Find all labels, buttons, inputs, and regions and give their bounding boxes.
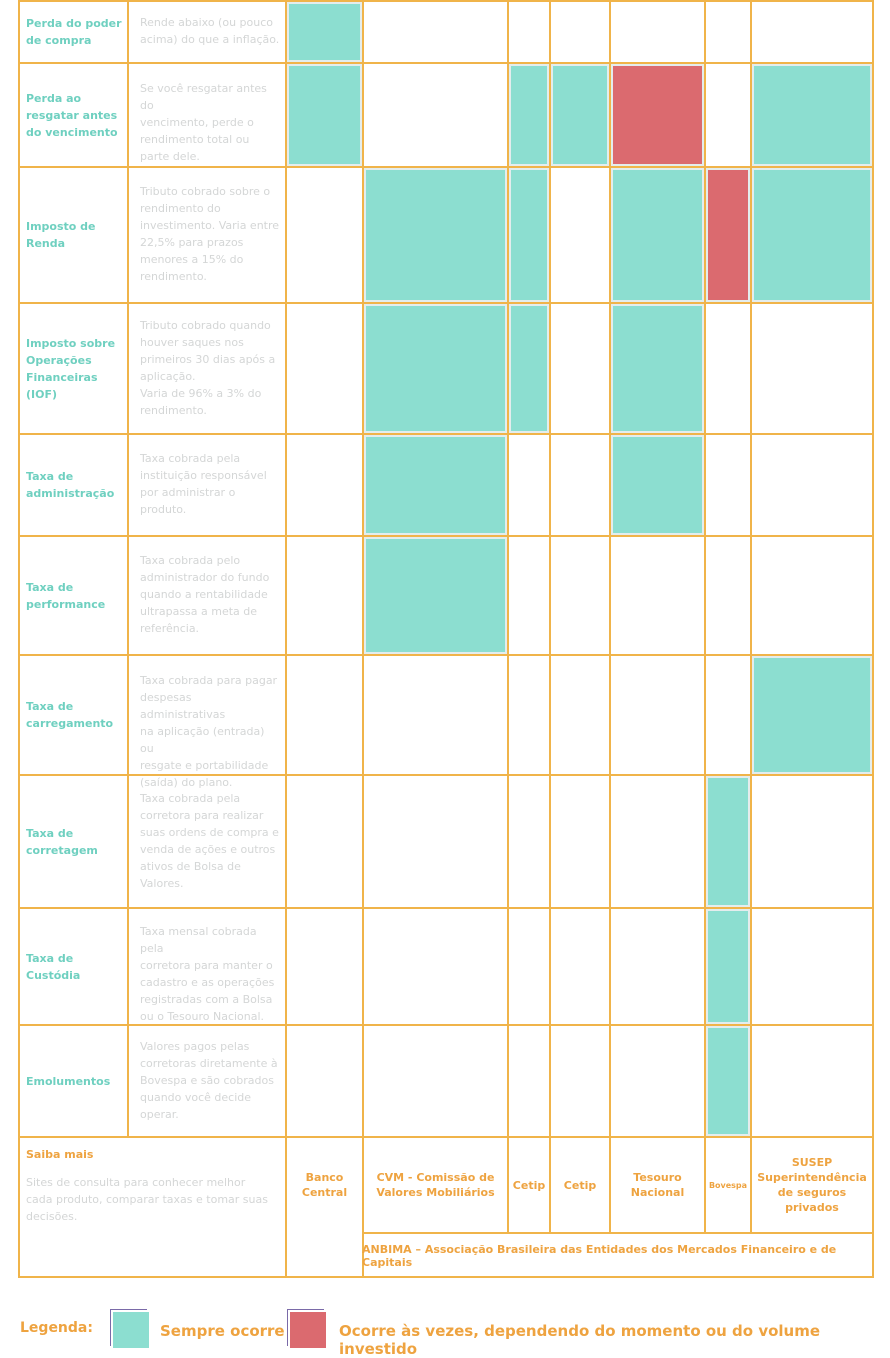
grid-cell [362, 0, 509, 64]
always-block [706, 776, 750, 907]
grid-cell [285, 302, 364, 435]
description-text: Rende abaixo (ou pouco acima) do que a inflação. [140, 16, 280, 46]
always-block [287, 64, 362, 166]
description-text: Taxa cobrada para pagar despesas administrativas na aplicação (entrada) ou resgate e portabilidade (saída) do plano. [140, 673, 278, 789]
always-block [752, 656, 872, 774]
grid-cell [285, 1024, 364, 1138]
grid-cell [507, 654, 551, 776]
organization-label: Bovespa [708, 1180, 748, 1190]
anbima-label: ANBIMA – Associação Brasileira das Entidades dos Mercados Financeiro e de Capitais [362, 1243, 837, 1269]
grid-cell [609, 0, 706, 64]
grid-cell [362, 1024, 509, 1138]
grid-cell [507, 907, 551, 1026]
grid-cell [704, 0, 752, 64]
always-block [752, 64, 872, 166]
description-text: Se você resgatar antes do vencimento, perde o rendimento total ou parte dele. [140, 82, 267, 163]
grid-cell [507, 433, 551, 537]
legend-always-swatch [113, 1312, 149, 1348]
grid-cell [507, 0, 551, 64]
always-block [509, 168, 549, 302]
grid-cell [609, 1024, 706, 1138]
always-block [752, 168, 872, 302]
grid-cell [549, 774, 611, 909]
always-block [611, 435, 704, 535]
organization-label: Cetip [512, 1178, 546, 1192]
grid-cell [285, 535, 364, 656]
description-text: Taxa cobrada pela corretora para realizar suas ordens de compra e venda de ações e outros ativos de Bolsa de Valores. [140, 791, 279, 890]
description-text: Valores pagos pelas corretoras diretamente à Bovespa e são cobrados quando você decide operar. [140, 1039, 278, 1121]
grid-cell [750, 907, 874, 1026]
description-text: Taxa cobrada pelo administrador do fundo quando a rentabilidade ultrapassa a meta de referência. [140, 554, 270, 635]
grid-cell [704, 535, 752, 656]
grid-cell [285, 166, 364, 304]
grid-cell [362, 774, 509, 909]
category-label: Taxa de corretagem [26, 826, 98, 857]
grid-cell [285, 654, 364, 776]
category-label: Perda ao resgatar antes do vencimento [26, 91, 118, 139]
grid-cell [549, 0, 611, 64]
always-block [706, 909, 750, 1024]
grid-cell [507, 774, 551, 909]
grid-cell [609, 774, 706, 909]
always-block [611, 168, 704, 302]
always-block [509, 304, 549, 433]
category-label: Emolumentos [26, 1074, 111, 1088]
grid-cell [704, 302, 752, 435]
grid-cell [704, 62, 752, 168]
always-block [611, 304, 704, 433]
category-label: Perda do poder de compra [26, 17, 122, 47]
category-label: Taxa de carregamento [26, 700, 114, 730]
grid-cell [750, 433, 874, 537]
always-block [364, 168, 507, 302]
sometimes-block [611, 64, 704, 166]
grid-cell [362, 654, 509, 776]
grid-cell [750, 535, 874, 656]
organization-label: CVM - Comissão de Valores Mobiliários [376, 1171, 495, 1199]
grid-cell [549, 1024, 611, 1138]
category-label: Imposto de Renda [26, 220, 96, 250]
grid-cell [750, 1024, 874, 1138]
always-block [364, 304, 507, 433]
grid-cell [704, 654, 752, 776]
grid-cell [609, 535, 706, 656]
always-block [706, 1026, 750, 1136]
legend-sometimes-text: Ocorre às vezes, dependendo do momento ou do volume investido [339, 1322, 821, 1358]
description-text: Tributo cobrado quando houver saques nos primeiros 30 dias após a aplicação. Varia de 96% a 3% do rendimento. [140, 318, 276, 417]
grid-cell [507, 535, 551, 656]
description-text: Tributo cobrado sobre o rendimento do investimento. Varia entre 22,5% para prazos menores a 15% do rendimento. [140, 185, 280, 283]
always-block [551, 64, 609, 166]
always-block [509, 64, 549, 166]
grid-cell [285, 433, 364, 537]
category-label: Taxa de performance [26, 580, 106, 611]
description-text: Taxa mensal cobrada pela corretora para manter o cadastro e as operações registradas com a Bolsa ou o Tesouro Nacional. [140, 925, 275, 1023]
always-block [364, 537, 507, 654]
grid-cell [549, 535, 611, 656]
grid-cell [750, 774, 874, 909]
grid-cell [549, 166, 611, 304]
grid-cell [549, 302, 611, 435]
grid-cell [362, 907, 509, 1026]
grid-cell [285, 907, 364, 1026]
grid-cell [549, 433, 611, 537]
grid-cell [609, 654, 706, 776]
grid-cell [285, 774, 364, 909]
legend-label: Legenda: [20, 1320, 93, 1336]
always-block [287, 2, 362, 62]
grid-cell [750, 302, 874, 435]
grid-cell [750, 0, 874, 64]
grid-cell [704, 433, 752, 537]
organization-label: Banco Central [301, 1171, 348, 1199]
grid-cell [507, 1024, 551, 1138]
sometimes-block [706, 168, 750, 302]
category-label: Taxa de Custódia [26, 951, 81, 982]
organization-label: Cetip [563, 1178, 597, 1192]
legend-sometimes-swatch [290, 1312, 326, 1348]
organization-label: SUSEP Superintendência de seguros privados [757, 1156, 867, 1214]
organization-label: Tesouro Nacional [630, 1171, 685, 1199]
category-label: Taxa de administração [26, 470, 115, 500]
grid-cell [549, 907, 611, 1026]
legend-always-text: Sempre ocorre [160, 1322, 285, 1340]
grid-cell [549, 654, 611, 776]
always-block [364, 435, 507, 535]
saiba-mais-text: Sites de consulta para conhecer melhor cada produto, comparar taxas e tomar suas decisões. [26, 1176, 268, 1223]
description-text: Taxa cobrada pela instituição responsável por administrar o produto. [140, 452, 267, 516]
saiba-mais-title: Saiba mais [26, 1148, 94, 1161]
grid-cell [362, 62, 509, 168]
grid-cell [609, 907, 706, 1026]
category-label: Imposto sobre Operações Financeiras (IOF) [26, 336, 116, 401]
